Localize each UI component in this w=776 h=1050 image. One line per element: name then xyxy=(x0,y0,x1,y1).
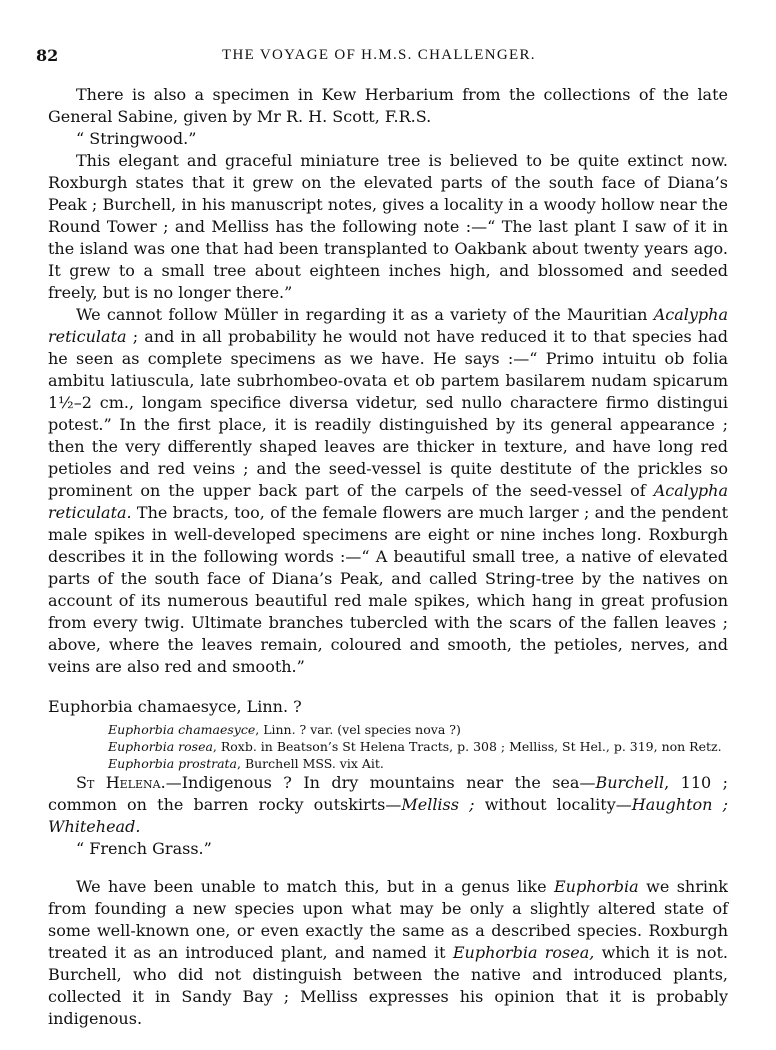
paragraph-muller-comparison xyxy=(48,304,728,678)
collector-name: Burchell xyxy=(595,773,665,792)
text-run: —Indigenous ? In dry mountains near the sea— xyxy=(165,773,596,792)
habitat-paragraph xyxy=(48,772,728,838)
text-run: We cannot follow Müller in regarding it as a variety of the Mauritian xyxy=(76,305,654,324)
text-run: We have been unable to match this, but in a genus like xyxy=(76,877,554,896)
quote-french-grass: “ French Grass.” xyxy=(76,839,212,858)
synonym-name: Euphorbia chamaesyce xyxy=(108,722,256,737)
synonym-line xyxy=(48,755,728,772)
collector-name: Melliss ; xyxy=(401,795,475,814)
text-run: ; and in all probability he would not have reduced it to that species had he seen as complete specimens as we have. He says :—“ Primo intuitu ob folia ambitu latiuscula, late subrhombeo-ovata et ob partem basilarem nudam spicarum 1½–2 cm., longam specifice diversa videtur, sed nullo charactere firmo distingui potest.” In the first place, it is readily distinguished by its general appearance ; then the very differently shaped leaves are thicker in texture, and have long red petioles and red veins ; and the seed-vessel is quite destitute of the prickles so prominent on the upper back part of the carpels of the seed-vessel of xyxy=(48,327,728,500)
synonym-citation: , Roxb. in Beatson’s St Helena Tracts, p. 308 ; Melliss, St Hel., p. 319, non Retz. xyxy=(212,739,722,754)
synonym-citation: , Linn. ? var. (vel species nova ?) xyxy=(255,722,461,737)
paragraph-euphorbia-discussion xyxy=(48,876,728,1030)
taxon-name: Euphorbia xyxy=(553,877,639,896)
synonym-line xyxy=(48,721,728,738)
taxon-name: Acalypha reticulata. xyxy=(48,481,728,522)
page-body xyxy=(48,84,728,1030)
synonym-line xyxy=(48,738,728,755)
text-run: we shrink from founding a new species upon what may be only a slightly altered state of some well-known one, or even exactly the same as a described species. Roxburgh treated it as an introduced plant, and named it xyxy=(48,877,728,962)
taxon-name: Euphorbia rosea, xyxy=(452,943,595,962)
paragraph-extinct-tree: This elegant and graceful miniature tree is believed to be quite extinct now. Roxburgh states that it grew on the elevated parts of the south face of Diana’s Peak ; Burchell, in his manuscript notes, gives a locality in a woody hollow near the Round Tower ; and Melliss has the following note :—“ The last plant I saw of it in the island was one that had been transplanted to Oakbank about twenty years ago. It grew to a small tree about eighteen inches high, and blossomed and seeded freely, but is no longer there.” xyxy=(48,151,728,302)
species-heading: Euphorbia chamaesyce, Linn. ? xyxy=(48,697,302,716)
synonym-name: Euphorbia rosea xyxy=(108,739,213,754)
text-run: The bracts, too, of the female flowers are much larger ; and the pendent male spikes in well-developed specimens are eight or nine inches long. Roxburgh describes it in the following words :—“ A beautiful small tree, a native of elevated parts of the south face of Diana’s Peak, and called String-tree by the natives on account of its numerous beautiful red male spikes, which hang in great profusion from every twig. Ultimate branches tubercled with the scars of the fallen leaves ; above, where the leaves remain, coloured and smooth, the petioles, nerves, and veins are also red and smooth.” xyxy=(48,503,728,676)
paragraph-kew-herbarium: There is also a specimen in Kew Herbarium from the collections of the late General Sabine, given by Mr R. H. Scott, F.R.S. xyxy=(48,85,728,126)
page-number: 82 xyxy=(36,46,59,65)
synonym-name: Euphorbia prostrata xyxy=(108,756,237,771)
taxon-name: Acalypha reticulata xyxy=(48,305,728,346)
text-run: without locality— xyxy=(474,795,632,814)
locality-name: St Helena. xyxy=(76,773,166,792)
running-head: THE VOYAGE OF H.M.S. CHALLENGER. xyxy=(222,47,536,63)
text-run: which it is not. Burchell, who did not distinguish between the native and introduced plants, collected it in Sandy Bay ; Melliss expresses his opinion that it is probably indigenous. xyxy=(48,943,728,1028)
page-header xyxy=(36,46,736,68)
quote-stringwood: “ Stringwood.” xyxy=(76,129,197,148)
synonym-citation: , Burchell MSS. vix Ait. xyxy=(237,756,384,771)
text-run: , 110 ; common on the barren rocky outskirts— xyxy=(48,773,729,814)
collector-name: Haughton ; Whitehead. xyxy=(48,795,728,836)
